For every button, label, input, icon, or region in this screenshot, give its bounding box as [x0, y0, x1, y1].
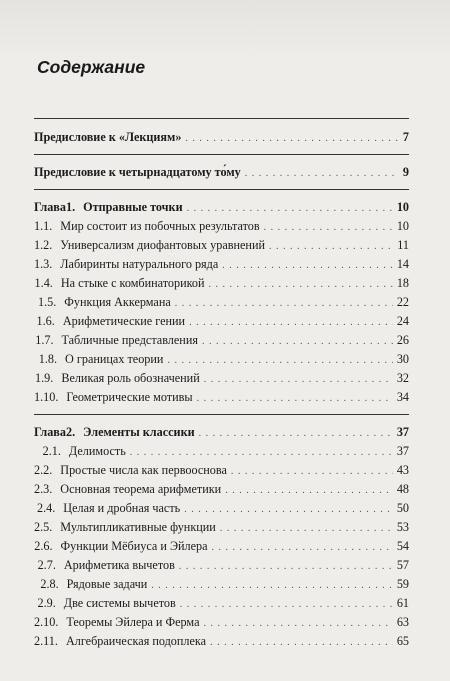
chapter-1-heading — [34, 198, 409, 216]
leader-dots — [245, 165, 399, 183]
section-title: Геометрические мотивы — [66, 390, 193, 404]
section-page: 57 — [396, 558, 409, 572]
divider — [34, 118, 409, 119]
section-page: 48 — [396, 482, 409, 496]
section-number: 1.5. — [37, 295, 57, 309]
toc-entry-page: 7 — [402, 130, 409, 144]
chapter-title: Элементы классики — [83, 425, 195, 439]
section-title: Мультипликативные функции — [60, 520, 216, 534]
leader-dots — [185, 130, 398, 148]
leader-dots — [130, 444, 393, 462]
toc-section — [34, 537, 409, 555]
toc-section — [34, 575, 409, 593]
section-number: 1.8. — [38, 352, 58, 366]
section-title: Табличные представления — [61, 333, 198, 347]
leader-dots — [210, 634, 393, 652]
toc-section — [34, 350, 409, 368]
toc-section — [34, 369, 409, 387]
section-number: 2.10. — [34, 615, 59, 629]
section-number: 2.9. — [37, 596, 56, 610]
leader-dots — [179, 558, 393, 576]
chapter-number: 1. — [66, 200, 76, 214]
section-page: 43 — [396, 463, 409, 477]
section-number: 1.3. — [34, 257, 53, 271]
section-page: 32 — [396, 371, 409, 385]
leader-dots — [203, 615, 392, 633]
toc-entry-title: Предисловие к четырнадцатому то́му — [34, 165, 241, 179]
section-page: 18 — [396, 276, 409, 290]
section-number: 2.2. — [34, 463, 53, 477]
toc-section — [34, 331, 409, 349]
section-number: 2.3. — [34, 482, 53, 496]
section-page: 54 — [396, 539, 409, 553]
toc-section — [34, 518, 409, 536]
section-page: 24 — [396, 314, 409, 328]
leader-dots — [199, 425, 393, 443]
leader-dots — [269, 238, 393, 256]
leader-dots — [180, 596, 393, 614]
section-page: 14 — [396, 257, 409, 271]
toc-section — [34, 388, 409, 406]
section-title: О границах теории — [65, 352, 164, 366]
section-number: 1.9. — [35, 371, 54, 385]
section-title: Две системы вычетов — [63, 596, 176, 610]
section-title: Функция Аккермана — [64, 295, 171, 309]
section-title: Теоремы Эйлера и Ферма — [66, 615, 200, 629]
section-title: Мир состоит из побочных результатов — [60, 219, 260, 233]
toc-section — [34, 312, 409, 330]
section-number: 1.7. — [35, 333, 54, 347]
toc-section — [34, 480, 409, 498]
section-number: 1.4. — [34, 276, 53, 290]
leader-dots — [197, 390, 393, 408]
section-page: 10 — [396, 219, 409, 233]
section-title: Рядовые задачи — [66, 577, 148, 591]
section-title: Арифметические гении — [62, 314, 186, 328]
chapter-title: Отправные точки — [83, 200, 183, 214]
leader-dots — [184, 501, 393, 519]
chapter-label: Глава — [34, 425, 66, 439]
leader-dots — [175, 295, 393, 313]
leader-dots — [231, 463, 393, 481]
section-number: 2.8. — [40, 577, 59, 591]
section-number: 1.10. — [34, 390, 59, 404]
toc-section — [34, 255, 409, 273]
section-page: 50 — [396, 501, 409, 515]
toc-entry-preface-lectures — [34, 128, 409, 146]
section-number: 2.6. — [34, 539, 53, 553]
section-title: Арифметика вычетов — [63, 558, 175, 572]
chapter-page: 37 — [396, 425, 409, 439]
divider — [34, 154, 409, 155]
previous-page-bleed — [0, 0, 450, 60]
section-title: Лабиринты натурального ряда — [60, 257, 219, 271]
leader-dots — [202, 333, 393, 351]
divider — [34, 414, 409, 415]
chapter-page: 10 — [396, 200, 409, 214]
leader-dots — [167, 352, 392, 370]
leader-dots — [222, 257, 393, 275]
section-number: 2.4. — [37, 501, 56, 515]
section-number: 2.5. — [34, 520, 53, 534]
section-title: Алгебраическая подоплека — [65, 634, 207, 648]
section-number: 2.7. — [37, 558, 56, 572]
toc-section — [34, 293, 409, 311]
leader-dots — [187, 200, 393, 218]
section-page: 61 — [396, 596, 409, 610]
toc-section — [34, 442, 409, 460]
leader-dots — [189, 314, 393, 332]
toc-section — [34, 632, 409, 650]
section-number: 2.1. — [42, 444, 61, 458]
toc-entry-preface-volume — [34, 163, 409, 181]
chapter-2-heading — [34, 423, 409, 441]
section-page: 22 — [396, 295, 409, 309]
chapter-number: 2. — [66, 425, 76, 439]
section-page: 26 — [396, 333, 409, 347]
section-title: Великая роль обозначений — [61, 371, 200, 385]
leader-dots — [204, 371, 393, 389]
chapter-label: Глава — [34, 200, 66, 214]
leader-dots — [151, 577, 393, 595]
divider — [34, 189, 409, 190]
toc-section — [34, 217, 409, 235]
section-page: 53 — [396, 520, 409, 534]
leader-dots — [212, 539, 393, 557]
section-title: Основная теорема арифметики — [60, 482, 222, 496]
toc-entry-title: Предисловие к «Лекциям» — [34, 130, 182, 144]
toc-section — [34, 499, 409, 517]
page-title: Содержание — [37, 57, 146, 77]
section-title: Целая и дробная часть — [63, 501, 181, 515]
section-title: Простые числа как первооснова — [60, 463, 227, 477]
toc-section — [34, 594, 409, 612]
section-number: 1.2. — [34, 238, 53, 252]
toc-section — [34, 236, 409, 254]
leader-dots — [209, 276, 393, 294]
section-page: 63 — [396, 615, 409, 629]
toc-section — [34, 556, 409, 574]
section-page: 65 — [396, 634, 409, 648]
toc-section — [34, 274, 409, 292]
toc-section — [34, 461, 409, 479]
section-page: 30 — [396, 352, 409, 366]
section-title: Универсализм диофантовых уравнений — [60, 238, 265, 252]
section-page: 11 — [397, 238, 409, 252]
section-title: На стыке с комбинаторикой — [60, 276, 205, 290]
toc-entry-page: 9 — [402, 165, 409, 179]
section-page: 59 — [396, 577, 409, 591]
section-number: 1.6. — [36, 314, 55, 328]
section-page: 37 — [396, 444, 409, 458]
section-number: 1.1. — [34, 219, 53, 233]
section-page: 34 — [396, 390, 409, 404]
section-title: Функции Мёбиуса и Эйлера — [60, 539, 208, 553]
leader-dots — [220, 520, 393, 538]
toc-section — [34, 613, 409, 631]
section-number: 2.11. — [34, 634, 58, 648]
leader-dots — [264, 219, 393, 237]
leader-dots — [225, 482, 393, 500]
section-title: Делимость — [68, 444, 126, 458]
